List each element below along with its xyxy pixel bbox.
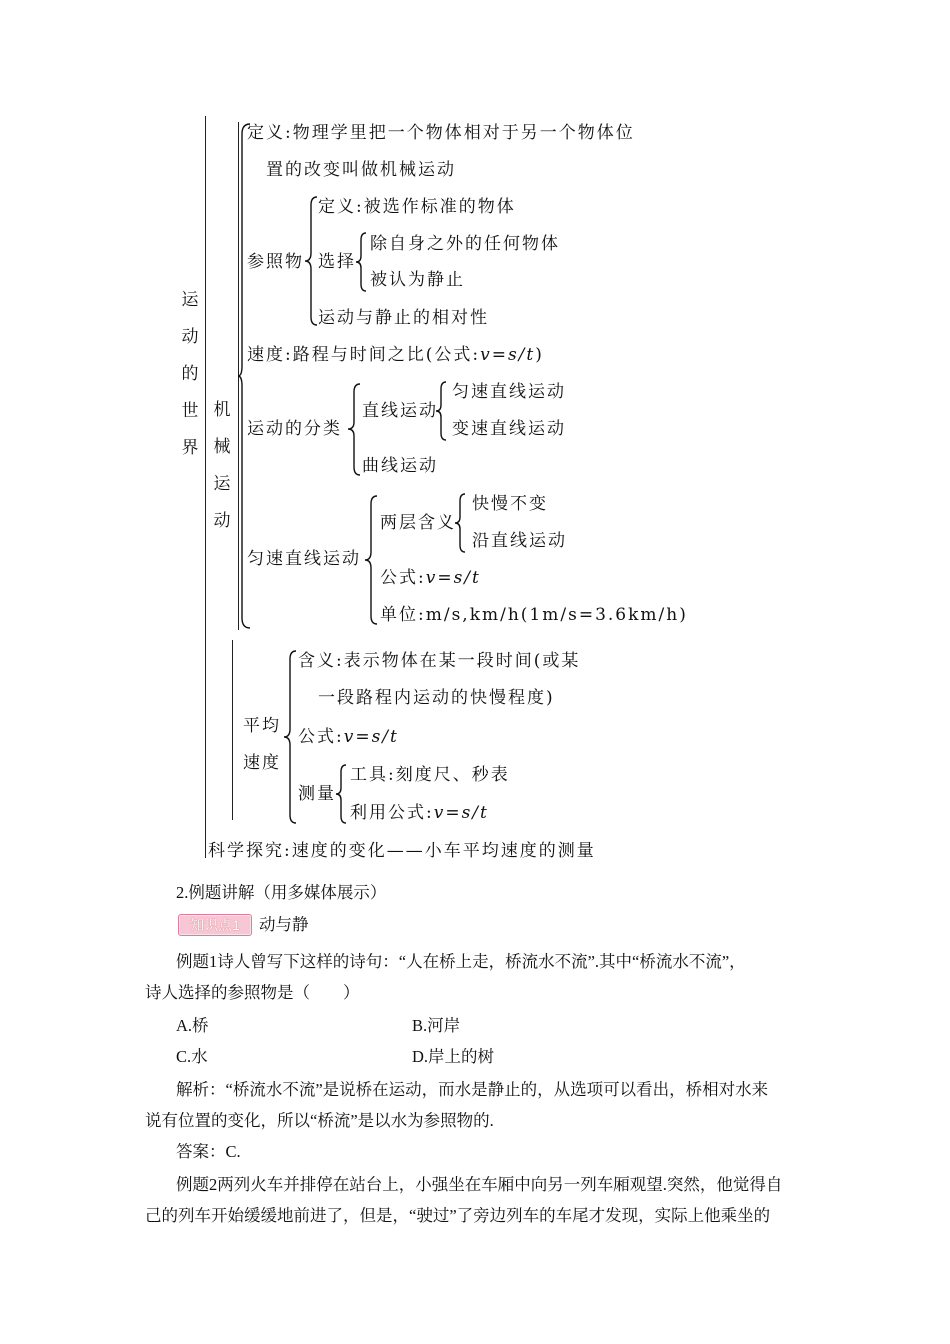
- speed-close: ): [535, 345, 544, 365]
- avg-formula-line: [298, 726, 399, 748]
- speed-formula: v=s/t: [480, 345, 536, 365]
- mechanical-motion-label: 机 械 运 动: [213, 400, 231, 531]
- science-line: 科学探究:速度的变化——小车平均速度的测量: [208, 841, 596, 861]
- unit-line: 单位:m/s,km/h(1m/s=3.6km/h): [380, 605, 688, 625]
- option-c: C.水: [176, 1047, 208, 1066]
- avg-formula: v=s/t: [343, 727, 399, 747]
- curve-motion: 曲线运动: [362, 456, 438, 476]
- root-bracket-line: [205, 116, 206, 858]
- straight-motion: 直线运动: [362, 401, 438, 421]
- example1-line2: 诗人选择的参照物是（ ）: [145, 983, 360, 1002]
- ref-label: 参照物: [247, 252, 304, 272]
- class-brace: [348, 381, 362, 479]
- use-formula-line: [350, 802, 489, 824]
- answer-line: 答案：C.: [176, 1142, 241, 1161]
- use-formula: v=s/t: [433, 803, 489, 823]
- avg-meaning-1: 含义:表示物体在某一段时间(或某: [298, 651, 581, 671]
- knowledge-point-badge: [178, 914, 252, 936]
- usl-formula-line: [380, 567, 481, 589]
- tool-line: 工具:刻度尺、秒表: [350, 765, 510, 785]
- root-label: 运 动 的 世 界: [181, 290, 199, 458]
- two-meaning-brace: [455, 491, 467, 555]
- class-label: 运动的分类: [247, 419, 342, 439]
- option-b: B.河岸: [412, 1016, 461, 1035]
- ref-choose-label: 选择: [318, 252, 356, 272]
- topic-title: 动与静: [259, 915, 309, 934]
- use-formula-label: 利用公式:: [350, 803, 434, 823]
- def-line-1: 定义:物理学里把一个物体相对于另一个物体位: [247, 123, 635, 143]
- ref-brace: [305, 193, 319, 329]
- option-d: D.岸上的树: [412, 1047, 495, 1066]
- section-heading: 2.例题讲解（用多媒体展示）: [176, 883, 387, 902]
- choose-brace: [356, 230, 368, 294]
- example2-line2: 己的列车开始缓缓地前进了，但是，“驶过”了旁边列车的车尾才发现，实际上他乘坐的: [145, 1206, 771, 1225]
- straight-brace: [436, 379, 448, 443]
- badge-text: 知识点1: [190, 917, 240, 933]
- avg-brace: [284, 647, 298, 827]
- def-line-2: 置的改变叫做机械运动: [266, 160, 456, 180]
- measure-brace: [336, 762, 348, 826]
- constant-speed: 快慢不变: [472, 494, 548, 514]
- usl-brace: [365, 492, 379, 628]
- two-meaning-label: 两层含义: [380, 513, 456, 533]
- ref-choose-b: 被认为静止: [370, 270, 465, 290]
- variable-motion: 变速直线运动: [452, 419, 566, 439]
- measure-label: 测量: [298, 784, 336, 804]
- along-line: 沿直线运动: [472, 531, 567, 551]
- option-a: A.桥: [176, 1016, 209, 1035]
- avg-meaning-2: 一段路程内运动的快慢程度): [318, 688, 555, 708]
- speed-line: [247, 344, 544, 366]
- ref-choose-a: 除自身之外的任何物体: [370, 234, 560, 254]
- ref-def: 定义:被选作标准的物体: [318, 197, 516, 217]
- analysis-line1: 解析：“桥流水不流”是说桥在运动，而水是静止的，从选项可以看出，桥相对水来: [176, 1080, 769, 1099]
- avg-speed-label: 平均 速度: [243, 716, 281, 773]
- example1-line1: 例题1诗人曾写下这样的诗句：“人在桥上走，桥流水不流”.其中“桥流水不流”，: [176, 952, 746, 971]
- mech-bracket-line-2: [232, 640, 233, 820]
- speed-text: 速度:路程与时间之比(公式:: [247, 345, 481, 365]
- ref-relative: 运动与静止的相对性: [318, 308, 489, 328]
- example2-line1: 例题2两列火车并排停在站台上，小强坐在车厢中向另一列车厢观望.突然，他觉得自: [176, 1175, 783, 1194]
- usl-formula-label: 公式:: [380, 568, 426, 588]
- avg-formula-label: 公式:: [298, 727, 344, 747]
- analysis-line2: 说有位置的变化，所以“桥流”是以水为参照物的.: [145, 1111, 494, 1130]
- usl-label: 匀速直线运动: [247, 549, 361, 569]
- uniform-motion: 匀速直线运动: [452, 382, 566, 402]
- usl-formula: v=s/t: [425, 568, 481, 588]
